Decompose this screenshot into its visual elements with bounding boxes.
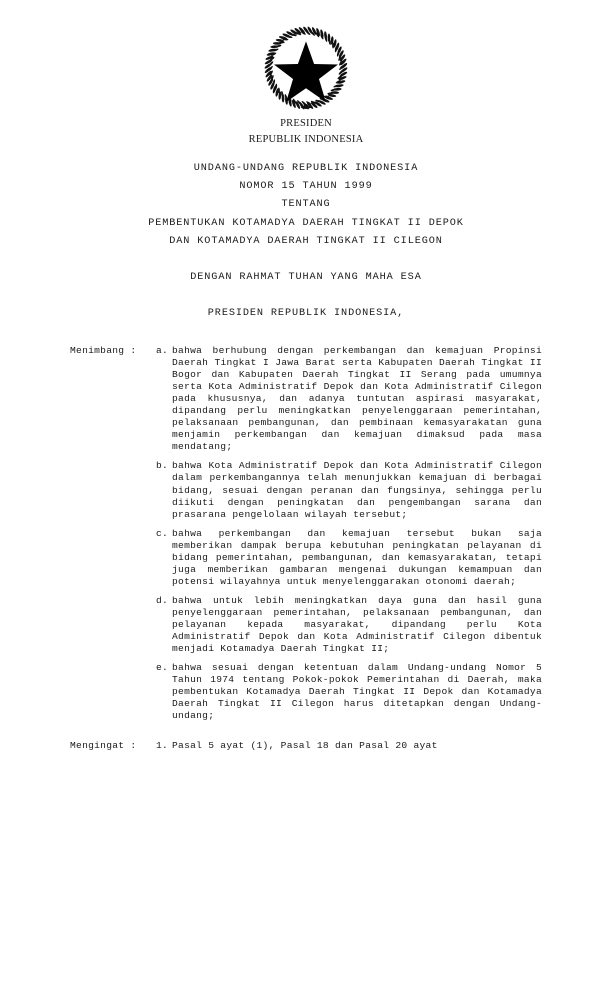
menimbang-marker-e: e. [156, 662, 169, 674]
mengingat-spacer [70, 722, 542, 740]
menimbang-item-c [70, 528, 542, 588]
title-line-dengan-rahmat: DENGAN RAHMAT TUHAN YANG MAHA ESA [190, 272, 422, 284]
mengingat-text-1: Pasal 5 ayat (1), Pasal 18 dan Pasal 20 ayat [172, 740, 438, 752]
menimbang-text-c: bahwa perkembangan dan kemajuan tersebut bukan saja memberikan dampak berupa kebutuhan peningkatan pelayanan di bidang pemerintahan, pembangunan, dan kemasyarakatan, tetapi juga memberikan gambaran mengenai dukungan kemampuan dan potensi wilayahnya untuk menyelenggarakan otonomi daerah; [172, 527, 542, 587]
emblem-block [0, 22, 612, 146]
menimbang-marker-c: c. [156, 527, 169, 539]
title-line-tentang: TENTANG [281, 199, 331, 211]
title-line-presiden-ri: PRESIDEN REPUBLIK INDONESIA, [207, 308, 405, 320]
mengingat-item-1 [70, 740, 542, 752]
title-line-nomor: NOMOR 15 TAHUN 1999 [239, 181, 373, 193]
menimbang-label: Menimbang : [70, 345, 137, 356]
title-spacer-1 [0, 251, 612, 269]
title-block [0, 160, 612, 323]
menimbang-item-e [70, 662, 542, 722]
menimbang-item-a [70, 345, 542, 453]
body-block [70, 345, 542, 752]
title-line-undang-undang: UNDANG-UNDANG REPUBLIK INDONESIA [193, 163, 419, 174]
title-line-subject-1: PEMBENTUKAN KOTAMADYA DAERAH TINGKAT II DEPOK [148, 217, 464, 229]
mengingat-label: Mengingat : [70, 740, 137, 752]
menimbang-text-e: bahwa sesuai dengan ketentuan dalam Undang-undang Nomor 5 Tahun 1974 tentang Pokok-pokok Pemerintahan di Daerah, maka pembentukan Kotamadya Daerah Tingkat II Depok dan Kotamadya Daerah Tingkat II Cilegon harus ditetapkan dengan Undang-undang; [172, 662, 542, 722]
menimbang-item-b [70, 460, 542, 520]
menimbang-text-b: bahwa Kota Administratif Depok dan Kota Administratif Cilegon dalam perkembangannya telah menunjukkan kemajuan di berbagai bidang, sesuai dengan peranan dan fungsinya, sehingga perlu diikuti dengan peningkatan dan pengembangan sarana dan prasarana pengelolaan wilayah tersebut; [172, 460, 542, 520]
mengingat-marker-1: 1. [156, 740, 169, 752]
title-line-subject-2: DAN KOTAMADYA DAERAH TINGKAT II CILEGON [169, 235, 443, 247]
emblem-caption-republik-indonesia: REPUBLIK INDONESIA [248, 134, 364, 145]
mengingat-group [70, 740, 542, 752]
menimbang-text-d: bahwa untuk lebih meningkatkan daya guna dan hasil guna penyelenggaraan pemerintahan, pelaksanaan pembangunan, dan pelayanan kepada masyarakat, dipandang perlu Kota Administratif Depok dan Kota Administratif Cilegon dibentuk menjadi Kotamadya Daerah Tingkat II; [172, 594, 542, 655]
emblem-caption-presiden: PRESIDEN [280, 118, 332, 129]
presidential-seal-icon [260, 22, 352, 114]
title-spacer-2 [0, 287, 612, 305]
menimbang-marker-d: d. [156, 594, 169, 606]
menimbang-text-a: bahwa berhubung dengan perkembangan dan kemajuan Propinsi Daerah Tingkat I Jawa Barat serta Kabupaten Daerah Tingkat II Bogor dan Kabupaten Daerah Tingkat II Serang pada umumnya serta Kota Administratif Depok dan Kota Administratif Cilegon pada khususnya, dan adanya tuntutan aspirasi masyarakat, dipandang perlu meningkatkan penyelenggaraan pemerintahan, pelaksanaan pembangunan, dan pembinaan kemasyarakatan guna menjamin perkembangan dan kemajuan dimaksud pada masa mendatang; [172, 345, 542, 453]
menimbang-marker-a: a. [156, 345, 169, 356]
menimbang-marker-b: b. [156, 460, 169, 472]
menimbang-group [70, 345, 542, 722]
menimbang-item-d [70, 595, 542, 655]
